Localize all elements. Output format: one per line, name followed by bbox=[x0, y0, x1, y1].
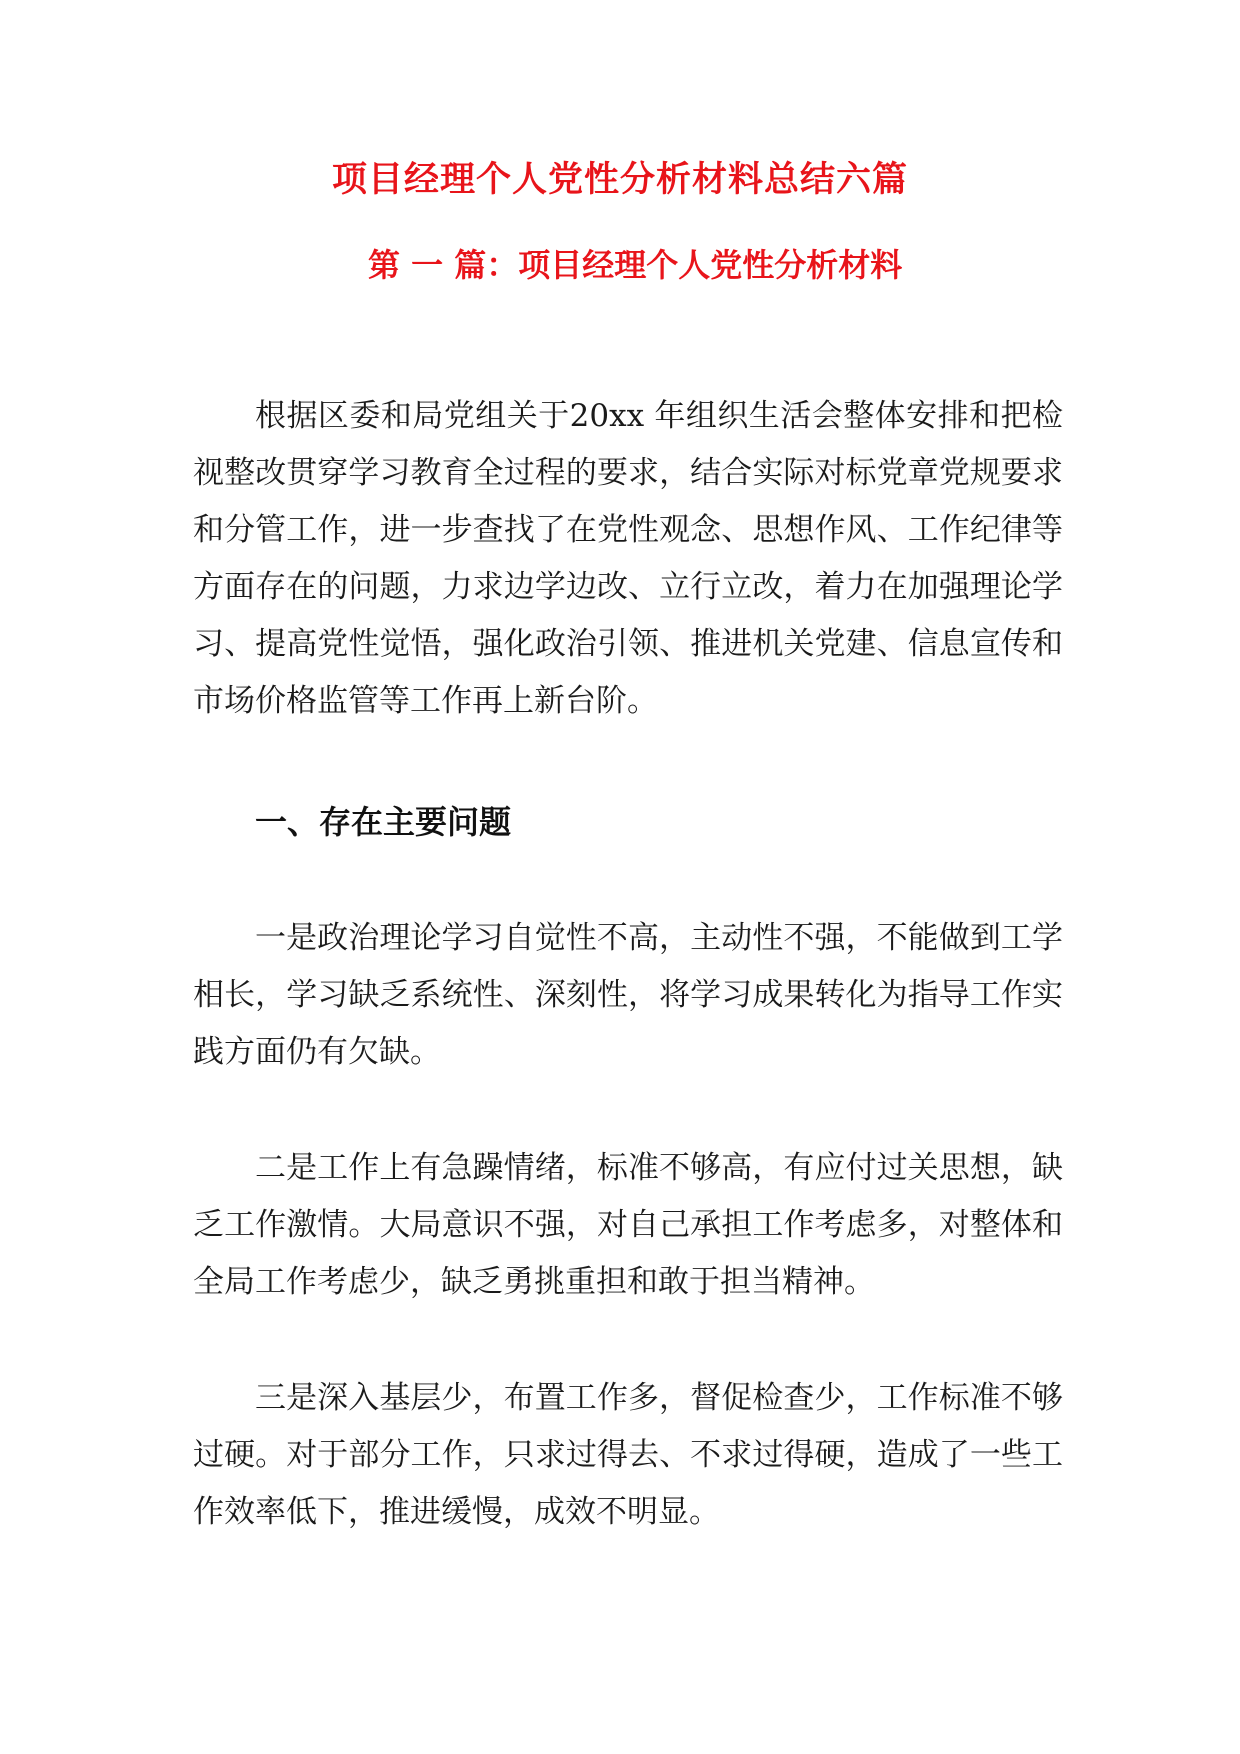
problem-paragraph-1: 一是政治理论学习自觉性不高，主动性不强，不能做到工学相长，学习缺乏系统性、深刻性，将学习成果转化为指导工作实践方面仍有欠缺。 bbox=[193, 920, 1063, 1070]
document-title: 项目经理个人党性分析材料总结六篇 bbox=[331, 160, 908, 200]
problem-paragraph-2: 二是工作上有急躁情绪，标准不够高，有应付过关思想，缺乏工作激情。大局意识不强，对自己承担工作考虑多，对整体和全局工作考虑少，缺乏勇挑重担和敢于担当精神。 bbox=[193, 1150, 1063, 1300]
intro-paragraph: 根据区委和局党组关于20xx 年组织生活会整体安排和把检视整改贯穿学习教育全过程的要求，结合实际对标党章党规要求和分管工作，进一步查找了在党性观念、思想作风、工作纪律等方面存在的问题，力求边学边改、立行立改，着力在加强理论学习、提高党性觉悟，强化政治引领、推进机关党建、信息宣传和市场价格监管等工作再上新台阶。 bbox=[193, 398, 1063, 719]
section-heading: 一、存在主要问题 bbox=[255, 803, 512, 841]
problem-paragraph-3: 三是深入基层少，布置工作多，督促检查少，工作标准不够过硬。对于部分工作，只求过得去、不求过得硬，造成了一些工作效率低下，推进缓慢，成效不明显。 bbox=[193, 1380, 1063, 1530]
document-subtitle: 第 一 篇：项目经理个人党性分析材料 bbox=[368, 246, 903, 284]
